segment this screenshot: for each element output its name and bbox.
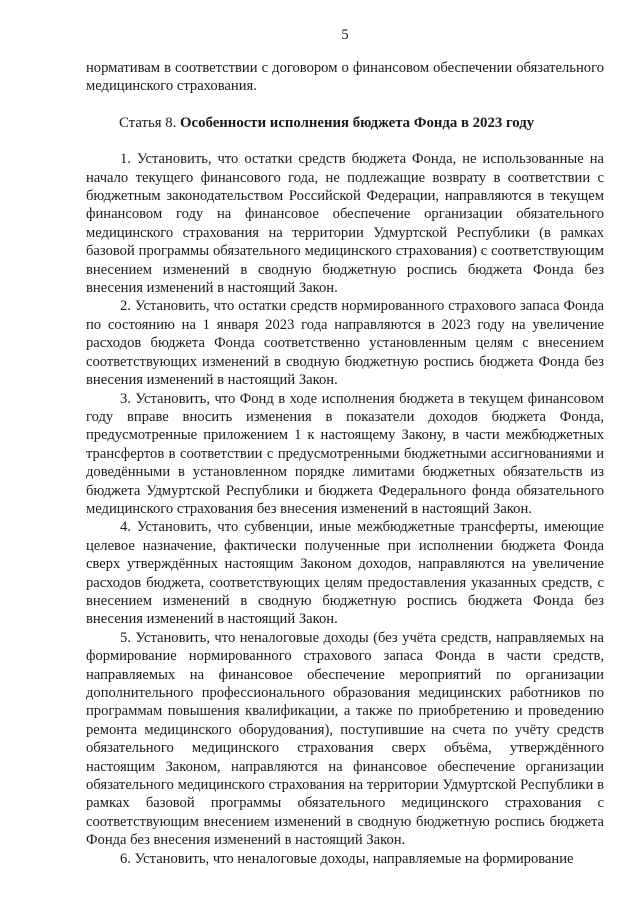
paragraph-2: 2. Установить, что остатки средств нормированного страхового запаса Фонда по состоянию на 1 января 2023 года направляются в 2023 году на увеличение расходов бюджета Фонда соответственно установленным целям с внесением соответствующих изменений в сводную бюджетную роспись бюджета Фонда без внесения изменений в настоящий Закон. — [86, 298, 604, 389]
paragraph-6: 6. Установить, что неналоговые доходы, направляемые на формирование — [120, 850, 574, 867]
paragraph-1: 1. Установить, что остатки средств бюджета Фонда, не использованные на начало текущего финансового года, не подлежащие возврату в соответствии с бюджетным законодательством Российской Федерации, направляются в текущем финансовом году на финансовое обеспечение организации обязательного медицинского страхования на территории Удмуртской Республики (в рамках базовой программы обязательного медицинского страхования) с соответствующим внесением изменений в сводную бюджетную роспись бюджета Фонда без внесения изменений в настоящий Закон. — [86, 151, 604, 297]
intro-paragraph: нормативам в соответствии с договором о финансовом обеспечении обязательного медицинского страхования. — [86, 60, 604, 95]
article-heading — [86, 114, 604, 132]
article-title: Особенности исполнения бюджета Фонда в 2023 году — [180, 114, 535, 131]
paragraph-5: 5. Установить, что неналоговые доходы (без учёта средств, направляемых на формирование нормированного страхового запаса Фонда в части средств, направляемых на финансовое обеспечение мероприятий по организации дополнительного профессионального образования медицинских работников по программам повышения квалификации, а также по приобретению и проведению ремонта медицинского оборудования), поступившие на счета по учёту средств обязательного медицинского страхования сверх объёма, утверждённого настоящим Законом, направляются на финансовое обеспечение организации обязательного медицинского страхования на территории Удмуртской Республики в рамках базовой программы обязательного медицинского страхования с соответствующим внесением изменений в сводную бюджетную роспись бюджета Фонда без внесения изменений в настоящий Закон. — [86, 629, 604, 849]
page-number: 5 — [341, 27, 349, 43]
paragraph-4: 4. Установить, что субвенции, иные межбюджетные трансферты, имеющие целевое назначение, фактически полученные при исполнении бюджета Фонда сверх утверждённых настоящим Законом доходов, направляются на увеличение расходов бюджета, соответствующих целям предоставления указанных средств, с внесением изменений в сводную бюджетную роспись бюджета Фонда без внесения изменений в настоящий Закон. — [86, 519, 604, 628]
paragraph-3: 3. Установить, что Фонд в ходе исполнения бюджета в текущем финансовом году вправе вносить изменения в показатели доходов бюджета Фонда, предусмотренные приложением 1 к настоящему Закону, в части межбюджетных трансфертов в соответствии с предусмотренными бюджетными ассигнованиями и доведёнными в установленном порядке лимитами бюджетных обязательств из бюджета Удмуртской Республики и бюджета Федерального фонда обязательного медицинского страхования без внесения изменений в настоящий Закон. — [86, 390, 604, 517]
article-label: Статья 8. — [119, 114, 181, 131]
